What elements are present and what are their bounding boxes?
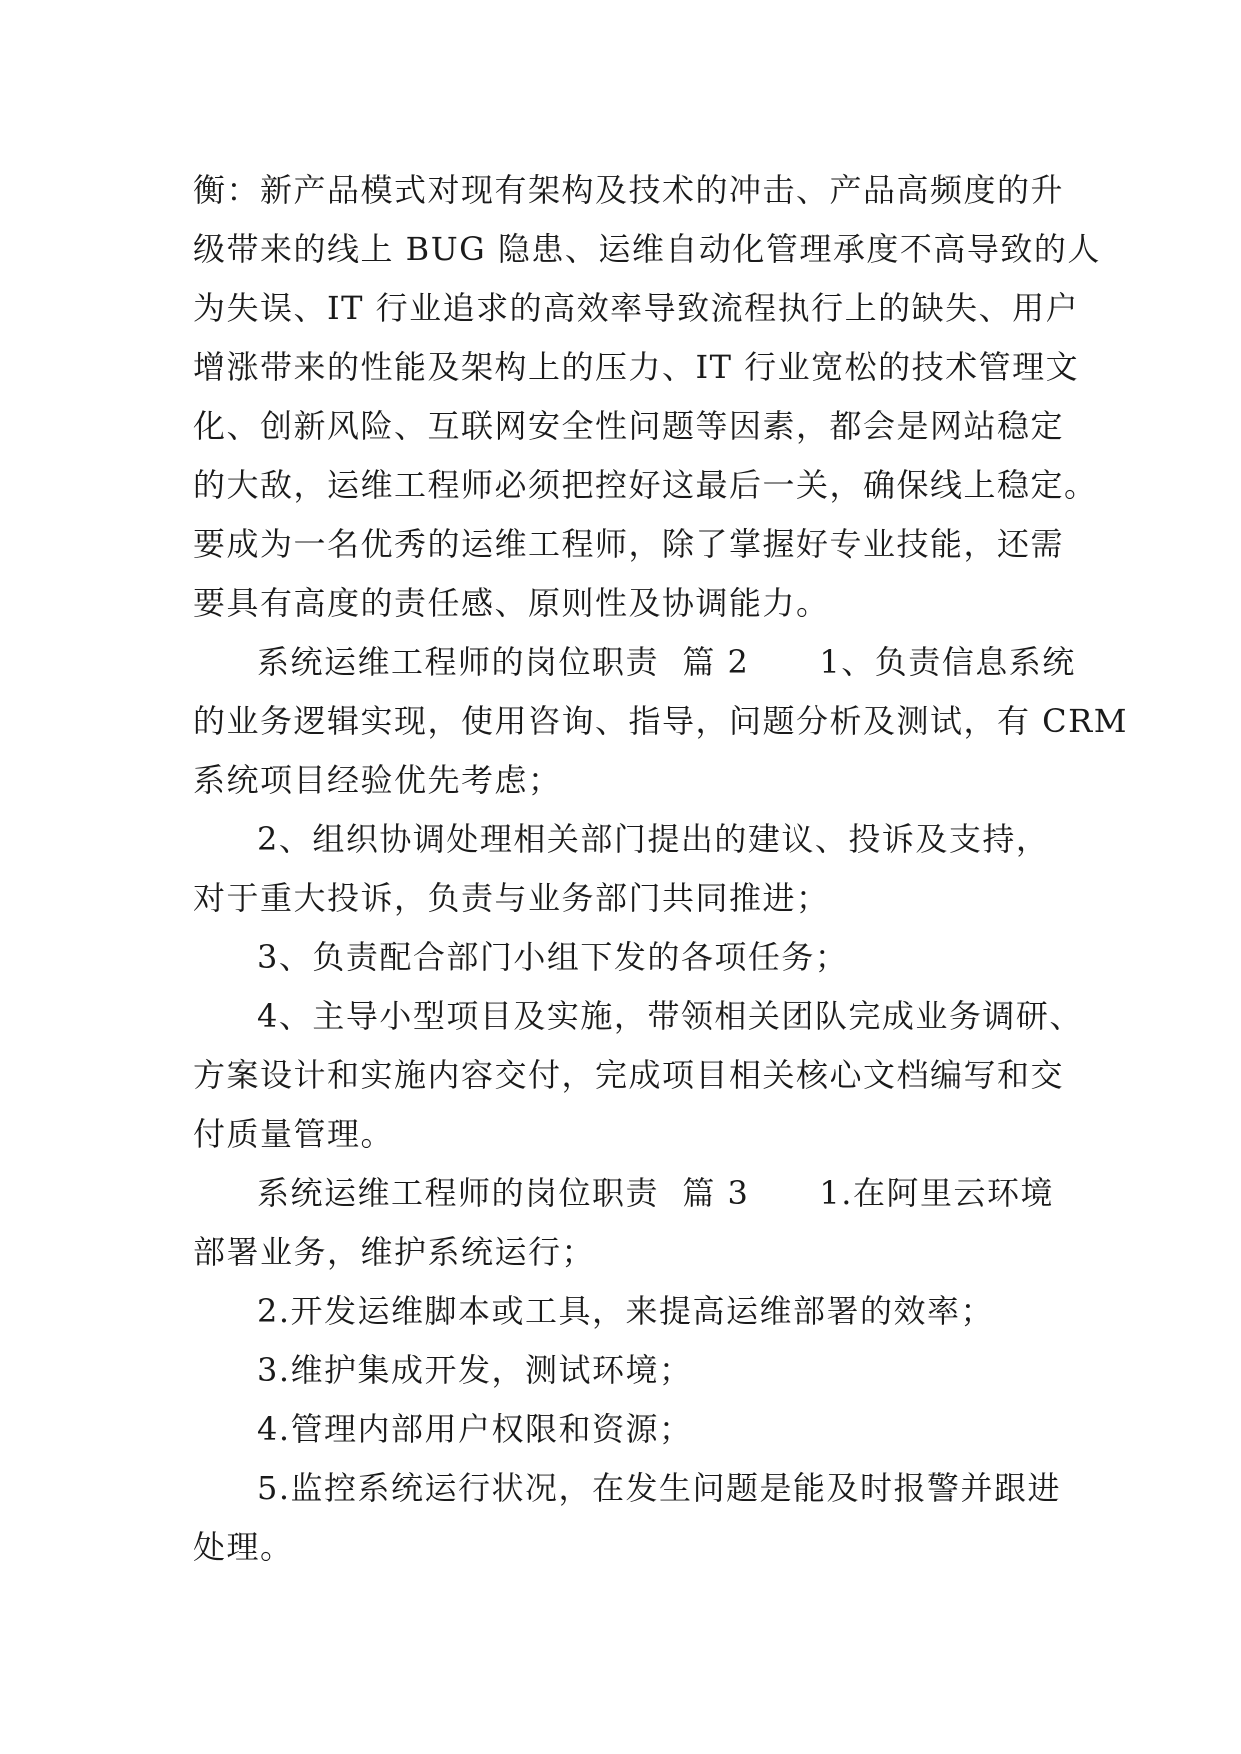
text-line: 付质量管理。 — [193, 1115, 395, 1153]
text-line: 处理。 — [193, 1528, 294, 1566]
list-item-line: 2、组织协调处理相关部门提出的建议、投诉及支持， — [257, 820, 1050, 858]
text-line: 系统项目经验优先考虑； — [193, 761, 562, 799]
text-line: 要具有高度的责任感、原则性及协调能力。 — [193, 584, 830, 622]
section-heading-line: 系统运维工程师的岗位职责 篇 3 1.在阿里云环境 — [257, 1174, 1054, 1212]
text-line: 为失误、IT 行业追求的高效率导致流程执行上的缺失、用户 — [193, 289, 1080, 327]
body-text — [193, 161, 1129, 1577]
list-item-line: 2.开发运维脚本或工具，来提高运维部署的效率； — [257, 1292, 995, 1330]
list-item-line: 3、负责配合部门小组下发的各项任务； — [257, 938, 849, 976]
list-item-line: 5.监控系统运行状况，在发生问题是能及时报警并跟进 — [257, 1469, 1062, 1507]
text-line: 级带来的线上 BUG 隐患、运维自动化管理承度不高导致的人 — [193, 230, 1101, 268]
text-line: 要成为一名优秀的运维工程师，除了掌握好专业技能，还需 — [193, 525, 1065, 563]
text-line: 的业务逻辑实现，使用咨询、指导，问题分析及测试，有 CRM — [193, 702, 1129, 740]
list-item-line: 3.维护集成开发，测试环境； — [257, 1351, 693, 1389]
text-line: 化、创新风险、互联网安全性问题等因素，都会是网站稳定 — [193, 407, 1065, 445]
list-item-line: 4、主导小型项目及实施，带领相关团队完成业务调研、 — [257, 997, 1083, 1035]
text-line: 的大敌，运维工程师必须把控好这最后一关，确保线上稳定。 — [193, 466, 1098, 504]
text-line: 增涨带来的性能及架构上的压力、IT 行业宽松的技术管理文 — [193, 348, 1080, 386]
text-line: 方案设计和实施内容交付，完成项目相关核心文档编写和交 — [193, 1056, 1065, 1094]
text-line: 衡：新产品模式对现有架构及技术的冲击、产品高频度的升 — [193, 171, 1065, 209]
section-heading-line: 系统运维工程师的岗位职责 篇 2 1、负责信息系统 — [257, 643, 1076, 681]
text-line: 部署业务，维护系统运行； — [193, 1233, 596, 1271]
list-item-line: 4.管理内部用户权限和资源； — [257, 1410, 693, 1448]
text-line: 对于重大投诉，负责与业务部门共同推进； — [193, 879, 830, 917]
